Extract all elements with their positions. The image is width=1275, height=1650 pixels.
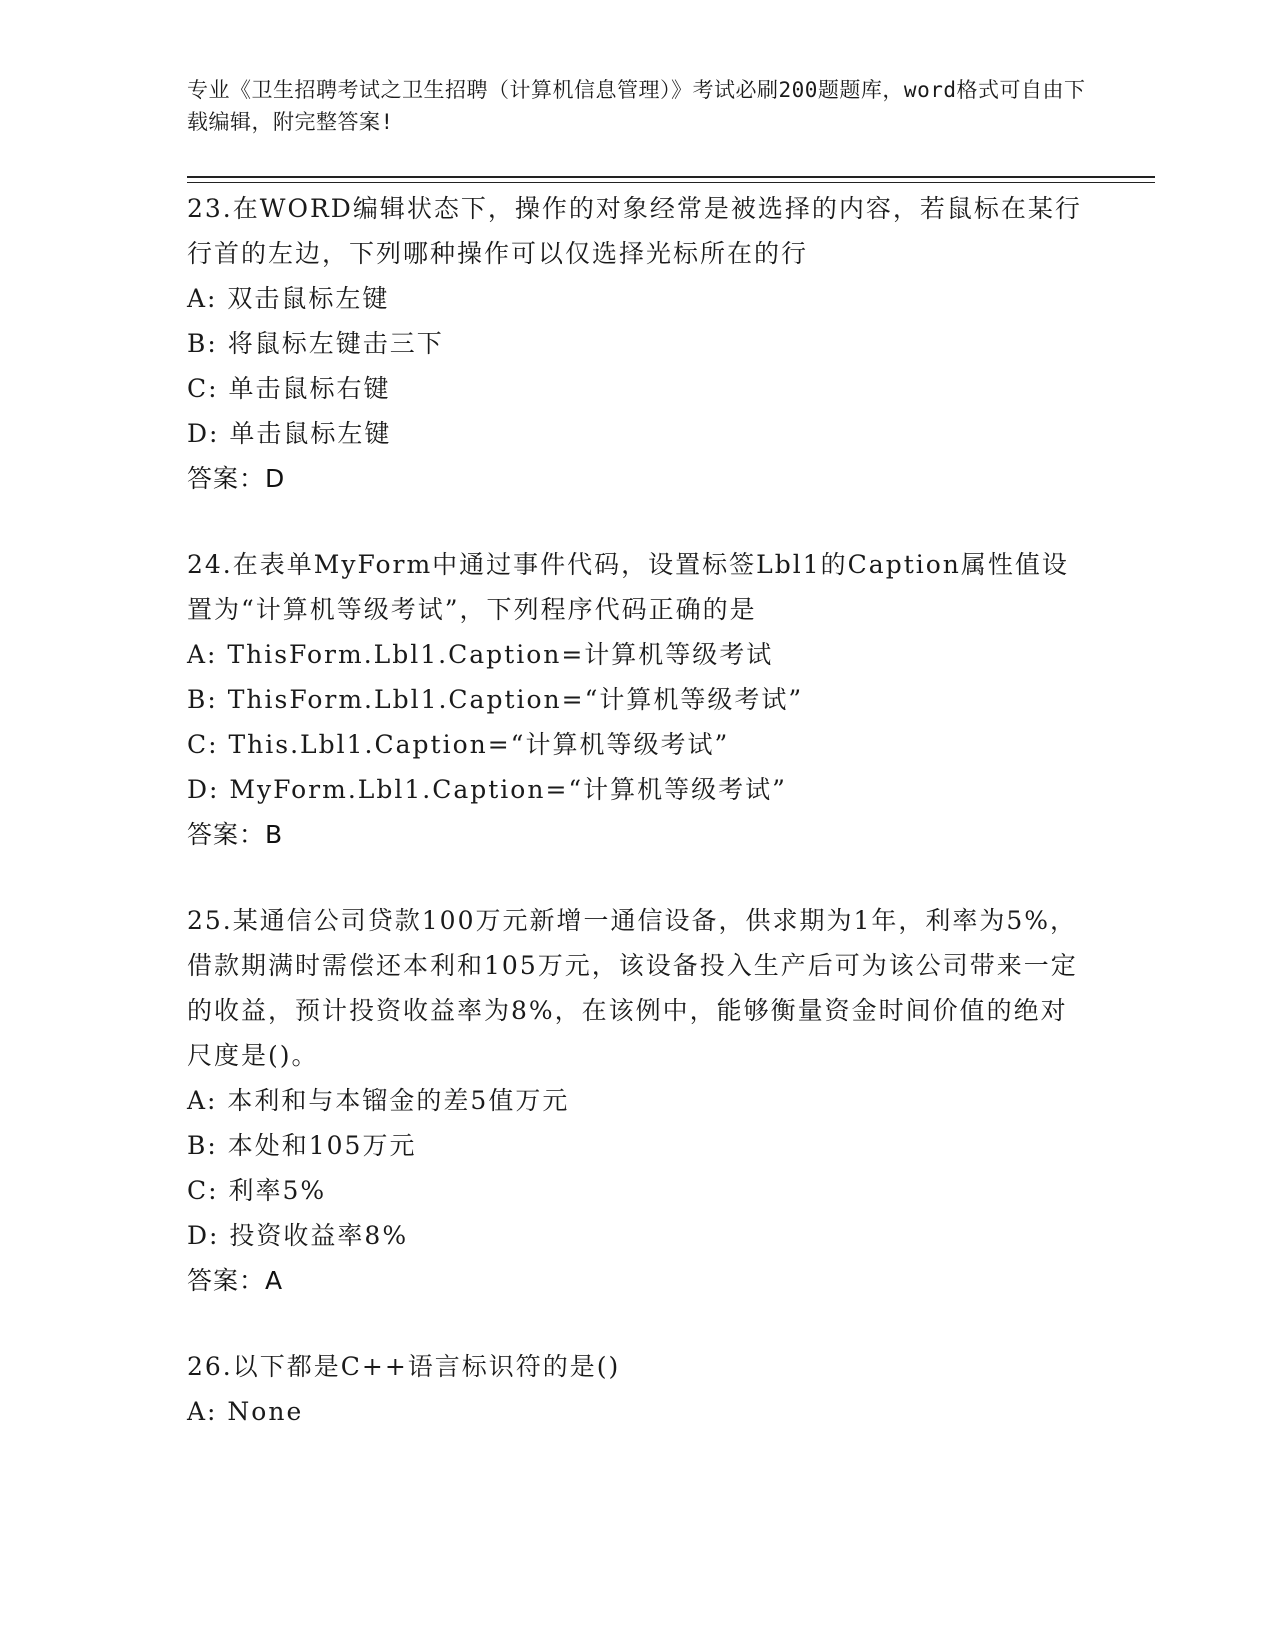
question-stem: 25.某通信公司贷款100万元新增一通信设备，供求期为1年，利率为5%，借款期满时需偿还本利和105万元，该设备投入生产后可为该公司带来一定的收益，预计投资收益率为8%，在该例中，能够衡量资金时间价值的绝对尺度是()。	[187, 906, 1078, 1070]
question-25	[187, 898, 1087, 1303]
answer-line	[187, 812, 1087, 857]
answer-line	[187, 1258, 1087, 1303]
option-d: D: 投资收益率8%	[187, 1221, 409, 1250]
question-stem: 24.在表单MyForm中通过事件代码，设置标签Lbl1的Caption属性值设置为“计算机等级考试”，下列程序代码正确的是	[187, 550, 1069, 624]
answer-value: B	[265, 820, 284, 849]
answer-value: D	[265, 464, 286, 493]
document-header: 专业《卫生招聘考试之卫生招聘（计算机信息管理）》考试必刷200题题库，word格式可自由下载编辑，附完整答案!	[187, 78, 1086, 134]
option-a: A: None	[187, 1397, 304, 1426]
option-b: B: 将鼠标左键击三下	[187, 329, 444, 358]
option-a: A: ThisForm.Lbl1.Caption=计算机等级考试	[187, 640, 774, 669]
option-c: C: 利率5%	[187, 1176, 327, 1205]
answer-label: 答案：	[187, 464, 266, 493]
answer-label: 答案：	[187, 820, 266, 849]
question-stem: 23.在WORD编辑状态下，操作的对象经常是被选择的内容，若鼠标在某行行首的左边，下列哪种操作可以仅选择光标所在的行	[187, 194, 1082, 268]
option-d: D: 单击鼠标左键	[187, 419, 392, 448]
header-divider-thin	[187, 182, 1155, 183]
answer-line	[187, 456, 1087, 501]
option-a: A: 双击鼠标左键	[187, 284, 390, 313]
option-b: B: 本处和105万元	[187, 1131, 417, 1160]
option-c: C: 单击鼠标右键	[187, 374, 391, 403]
answer-label: 答案：	[187, 1266, 266, 1295]
question-23	[187, 186, 1087, 501]
option-c: C: This.Lbl1.Caption=“计算机等级考试”	[187, 730, 730, 759]
option-b: B: ThisForm.Lbl1.Caption=“计算机等级考试”	[187, 685, 804, 714]
question-26	[187, 1344, 1087, 1434]
question-stem: 26.以下都是C++语言标识符的是()	[187, 1352, 621, 1381]
question-list	[187, 186, 1087, 1475]
header-divider-thick	[187, 176, 1155, 178]
option-d: D: MyForm.Lbl1.Caption=“计算机等级考试”	[187, 775, 787, 804]
question-24	[187, 542, 1087, 857]
option-a: A: 本利和与本镏金的差5值万元	[187, 1086, 570, 1115]
answer-value: A	[265, 1266, 284, 1295]
